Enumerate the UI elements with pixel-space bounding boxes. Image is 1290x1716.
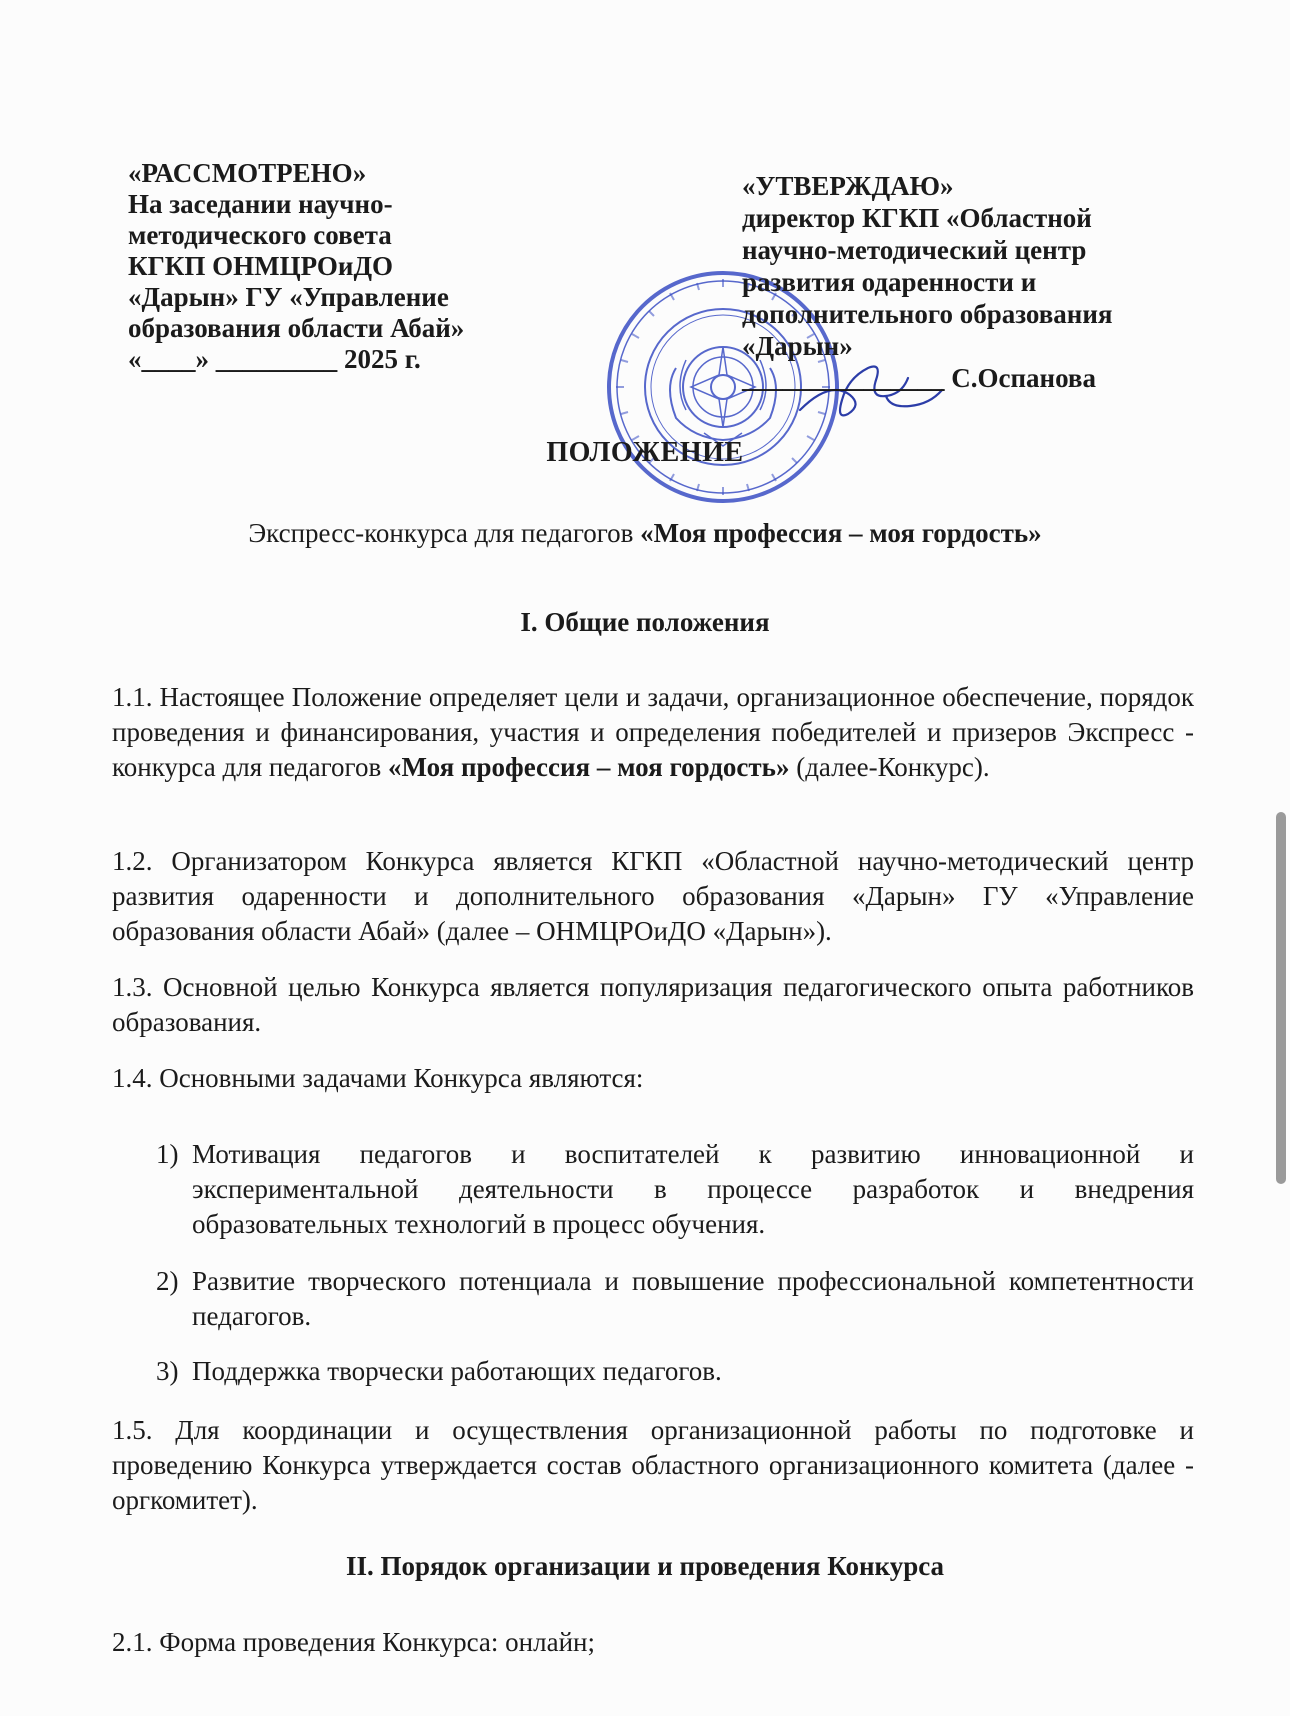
approved-line: директор КГКП «Областной [742, 203, 1092, 233]
paragraph-1-3: 1.3. Основной целью Конкурса является популяризация педагогического опыта работников образования. [112, 972, 1194, 1037]
section-heading-procedure: II. Порядок организации и проведения Конкурса [345, 1551, 945, 1581]
list-text: Мотивация педагогов и воспитателей к развитию инновационной и экспериментальной деятельности в процессе разработок и внедрения образовательных технологий в процесс обучения. [192, 1139, 1194, 1239]
director-signature-line: _______________ С.Оспанова [742, 363, 1097, 393]
reviewed-line: методического совета [128, 220, 392, 250]
subtitle-prefix: Экспресс-конкурса для педагогов [248, 518, 641, 548]
list-item [156, 1354, 1194, 1389]
list-item [156, 1137, 1194, 1242]
approval-block-reviewed [128, 158, 548, 375]
reviewed-heading: «РАССМОТРЕНО» [128, 158, 367, 188]
paragraph-text: 1.1. Настоящее Положение определяет цели и задачи, организационное обеспечение, порядок проведения и финансирования, участия и определения победителей и призеров Экспресс - конкурса для педагогов [112, 682, 1194, 782]
approved-line: «Дарын» [742, 331, 853, 361]
reviewed-line: КГКП ОНМЦРОиДО [128, 251, 394, 281]
list-item [156, 1264, 1194, 1334]
reviewed-line: образования области Абай» [128, 313, 465, 343]
approval-block-approved [742, 170, 1212, 394]
approved-line: научно-методический центр [742, 235, 1087, 265]
document-subtitle [0, 518, 1290, 549]
paragraph-text: (далее-Конкурс). [789, 752, 990, 782]
paragraph-1-2: 1.2. Организатором Конкурса является КГКП «Областной научно-методический центр развития одаренности и дополнительного образования «Дарын» ГУ «Управление образования области Абай» (далее – ОНМЦРОиДО «Дарын»). [112, 846, 1194, 946]
vertical-scrollbar[interactable] [1276, 812, 1286, 1184]
section-heading-general: I. Общие положения [520, 607, 770, 637]
contest-name: «Моя профессия – моя гордость» [387, 752, 790, 782]
approved-line: развития одаренности и [742, 267, 1037, 297]
approved-line: дополнительного образования [742, 299, 1113, 329]
list-number: 1) [156, 1139, 179, 1169]
reviewed-line: «Дарын» ГУ «Управление [128, 282, 449, 312]
reviewed-line: На заседании научно- [128, 189, 393, 219]
paragraph-1-5: 1.5. Для координации и осуществления организационной работы по подготовке и проведению Конкурса утверждается состав областного организационного комитета (далее - оргкомитет). [112, 1415, 1194, 1515]
list-number: 3) [156, 1356, 179, 1386]
list-text: Развитие творческого потенциала и повышение профессиональной компетентности педагогов. [192, 1266, 1194, 1331]
paragraph-2-1: 2.1. Форма проведения Конкурса: онлайн; [112, 1627, 595, 1657]
approved-heading: «УТВЕРЖДАЮ» [742, 171, 954, 201]
paragraph-1-1 [112, 680, 1194, 785]
reviewed-date: «____» _________ 2025 г. [128, 344, 421, 374]
document-title: ПОЛОЖЕНИЕ [546, 437, 744, 468]
paragraph-1-4: 1.4. Основными задачами Конкурса являются: [112, 1063, 644, 1093]
contest-name: «Моя профессия – моя гордость» [640, 518, 1042, 548]
list-number: 2) [156, 1266, 179, 1296]
list-text: Поддержка творчески работающих педагогов. [192, 1356, 722, 1386]
